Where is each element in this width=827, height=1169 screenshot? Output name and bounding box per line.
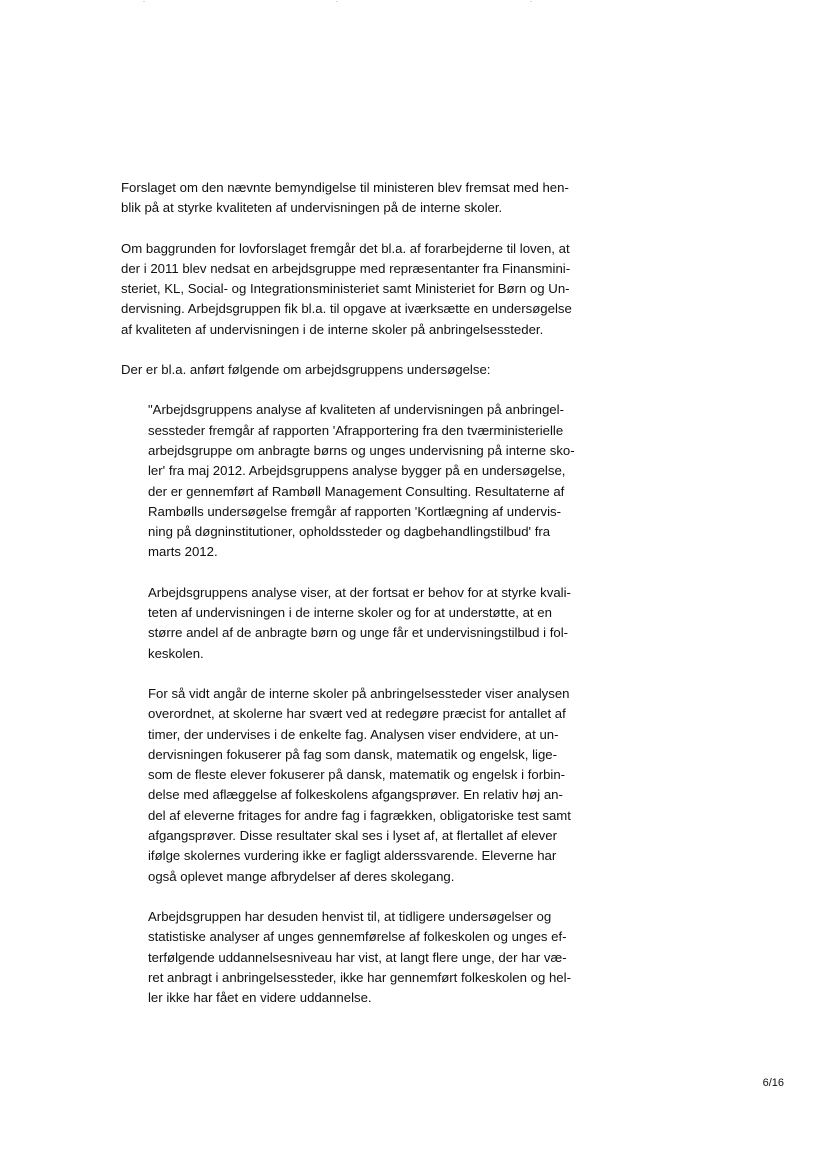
text-line: teten af undervisningen i de interne skoler og for at understøtte, at en [148, 605, 552, 621]
text-line: sessteder fremgår af rapporten 'Afrapportering fra den tværministerielle [148, 422, 564, 438]
text-line: dervisningen fokuserer på fag som dansk, matematik og engelsk, lige- [148, 746, 558, 762]
text-line: timer, der undervises i de enkelte fag. Analysen viser endvidere, at un- [148, 726, 559, 742]
text-line: ler' fra maj 2012. Arbejdsgruppens analyse bygger på en undersøgelse, [148, 463, 566, 479]
text-line: statistiske analyser af unges gennemførelse af folkeskolen og unges ef- [148, 929, 567, 945]
quote-paragraph [148, 684, 591, 887]
text-line: blik på at styrke kvaliteten af undervisningen på de interne skoler. [121, 200, 503, 216]
block-quote [121, 400, 591, 1008]
text-line: af kvaliteten af undervisningen i de interne skoler på anbringelsessteder. [121, 321, 544, 337]
quote-paragraph [148, 583, 591, 664]
text-line: Forslaget om den nævnte bemyndigelse til ministeren blev fremsat med hen- [121, 180, 569, 195]
text-line: Arbejdsgruppens analyse viser, at der fortsat er behov for at styrke kvali- [148, 584, 571, 600]
paragraph [121, 239, 591, 340]
text-line: Rambølls undersøgelse fremgår af rapporten 'Kortlægning af undervis- [148, 503, 561, 519]
text-line: "Arbejdsgruppens analyse af kvaliteten af undervisningen på anbringel- [148, 402, 564, 418]
text-line: keskolen. [148, 645, 204, 661]
text-line: ler ikke har fået en videre uddannelse. [148, 990, 372, 1006]
text-line: marts 2012. [148, 544, 218, 560]
text-line: afgangsprøver. Disse resultater skal ses i lyset af, at flertallet af elever [148, 828, 557, 844]
scan-mark [336, 1, 338, 2]
text-line: overordnet, at skolerne har svært ved at redegøre præcist for antallet af [148, 706, 566, 722]
page-number: 6/16 [762, 1077, 784, 1089]
text-line: Om baggrunden for lovforslaget fremgår det bl.a. af forarbejderne til loven, at [121, 240, 570, 256]
text-line: ning på døgninstitutioner, opholdssteder og dagbehandlingstilbud' fra [148, 524, 551, 540]
text-line: Der er bl.a. anført følgende om arbejdsgruppens undersøgelse: [121, 362, 491, 378]
text-line: delse med aflæggelse af folkeskolens afgangsprøver. En relativ høj an- [148, 787, 563, 803]
scan-mark [143, 1, 145, 2]
text-line: Arbejdsgruppen har desuden henvist til, at tidligere undersøgelser og [148, 908, 552, 924]
text-line: som de fleste elever fokuserer på dansk, matematik og engelsk i forbin- [148, 767, 566, 783]
scan-mark [530, 1, 532, 2]
text-line: der er gennemført af Rambøll Management Consulting. Resultaterne af [148, 483, 565, 499]
text-line: også oplevet mange afbrydelser af deres skolegang. [148, 868, 455, 884]
text-line: større andel af de anbragte børn og unge får et undervisningstilbud i fol- [148, 625, 569, 641]
text-line: terfølgende uddannelsesniveau har vist, at langt flere unge, der har væ- [148, 949, 567, 965]
text-line: steriet, KL, Social- og Integrationsministeriet samt Ministeriet for Børn og Un- [121, 281, 570, 297]
text-line: arbejdsgruppe om anbragte børns og unges undervisning på interne sko- [148, 442, 575, 458]
text-line: del af eleverne fritages for andre fag i fagrækken, obligatoriske test samt [148, 807, 571, 823]
text-line: ret anbragt i anbringelsessteder, ikke har gennemført folkeskolen og hel- [148, 969, 571, 985]
document-body [121, 178, 591, 1008]
text-line: For så vidt angår de interne skoler på anbringelsessteder viser analysen [148, 685, 570, 701]
text-line: der i 2011 blev nedsat en arbejdsgruppe med repræsentanter fra Finansmini- [121, 260, 571, 276]
text-line: ifølge skolernes vurdering ikke er fagligt alderssvarende. Eleverne har [148, 848, 557, 864]
paragraph [121, 178, 591, 219]
quote-paragraph [148, 907, 591, 1008]
quote-paragraph [148, 400, 591, 562]
paragraph [121, 360, 591, 380]
text-line: dervisning. Arbejdsgruppen fik bl.a. til opgave at iværksætte en undersøgelse [121, 301, 572, 317]
